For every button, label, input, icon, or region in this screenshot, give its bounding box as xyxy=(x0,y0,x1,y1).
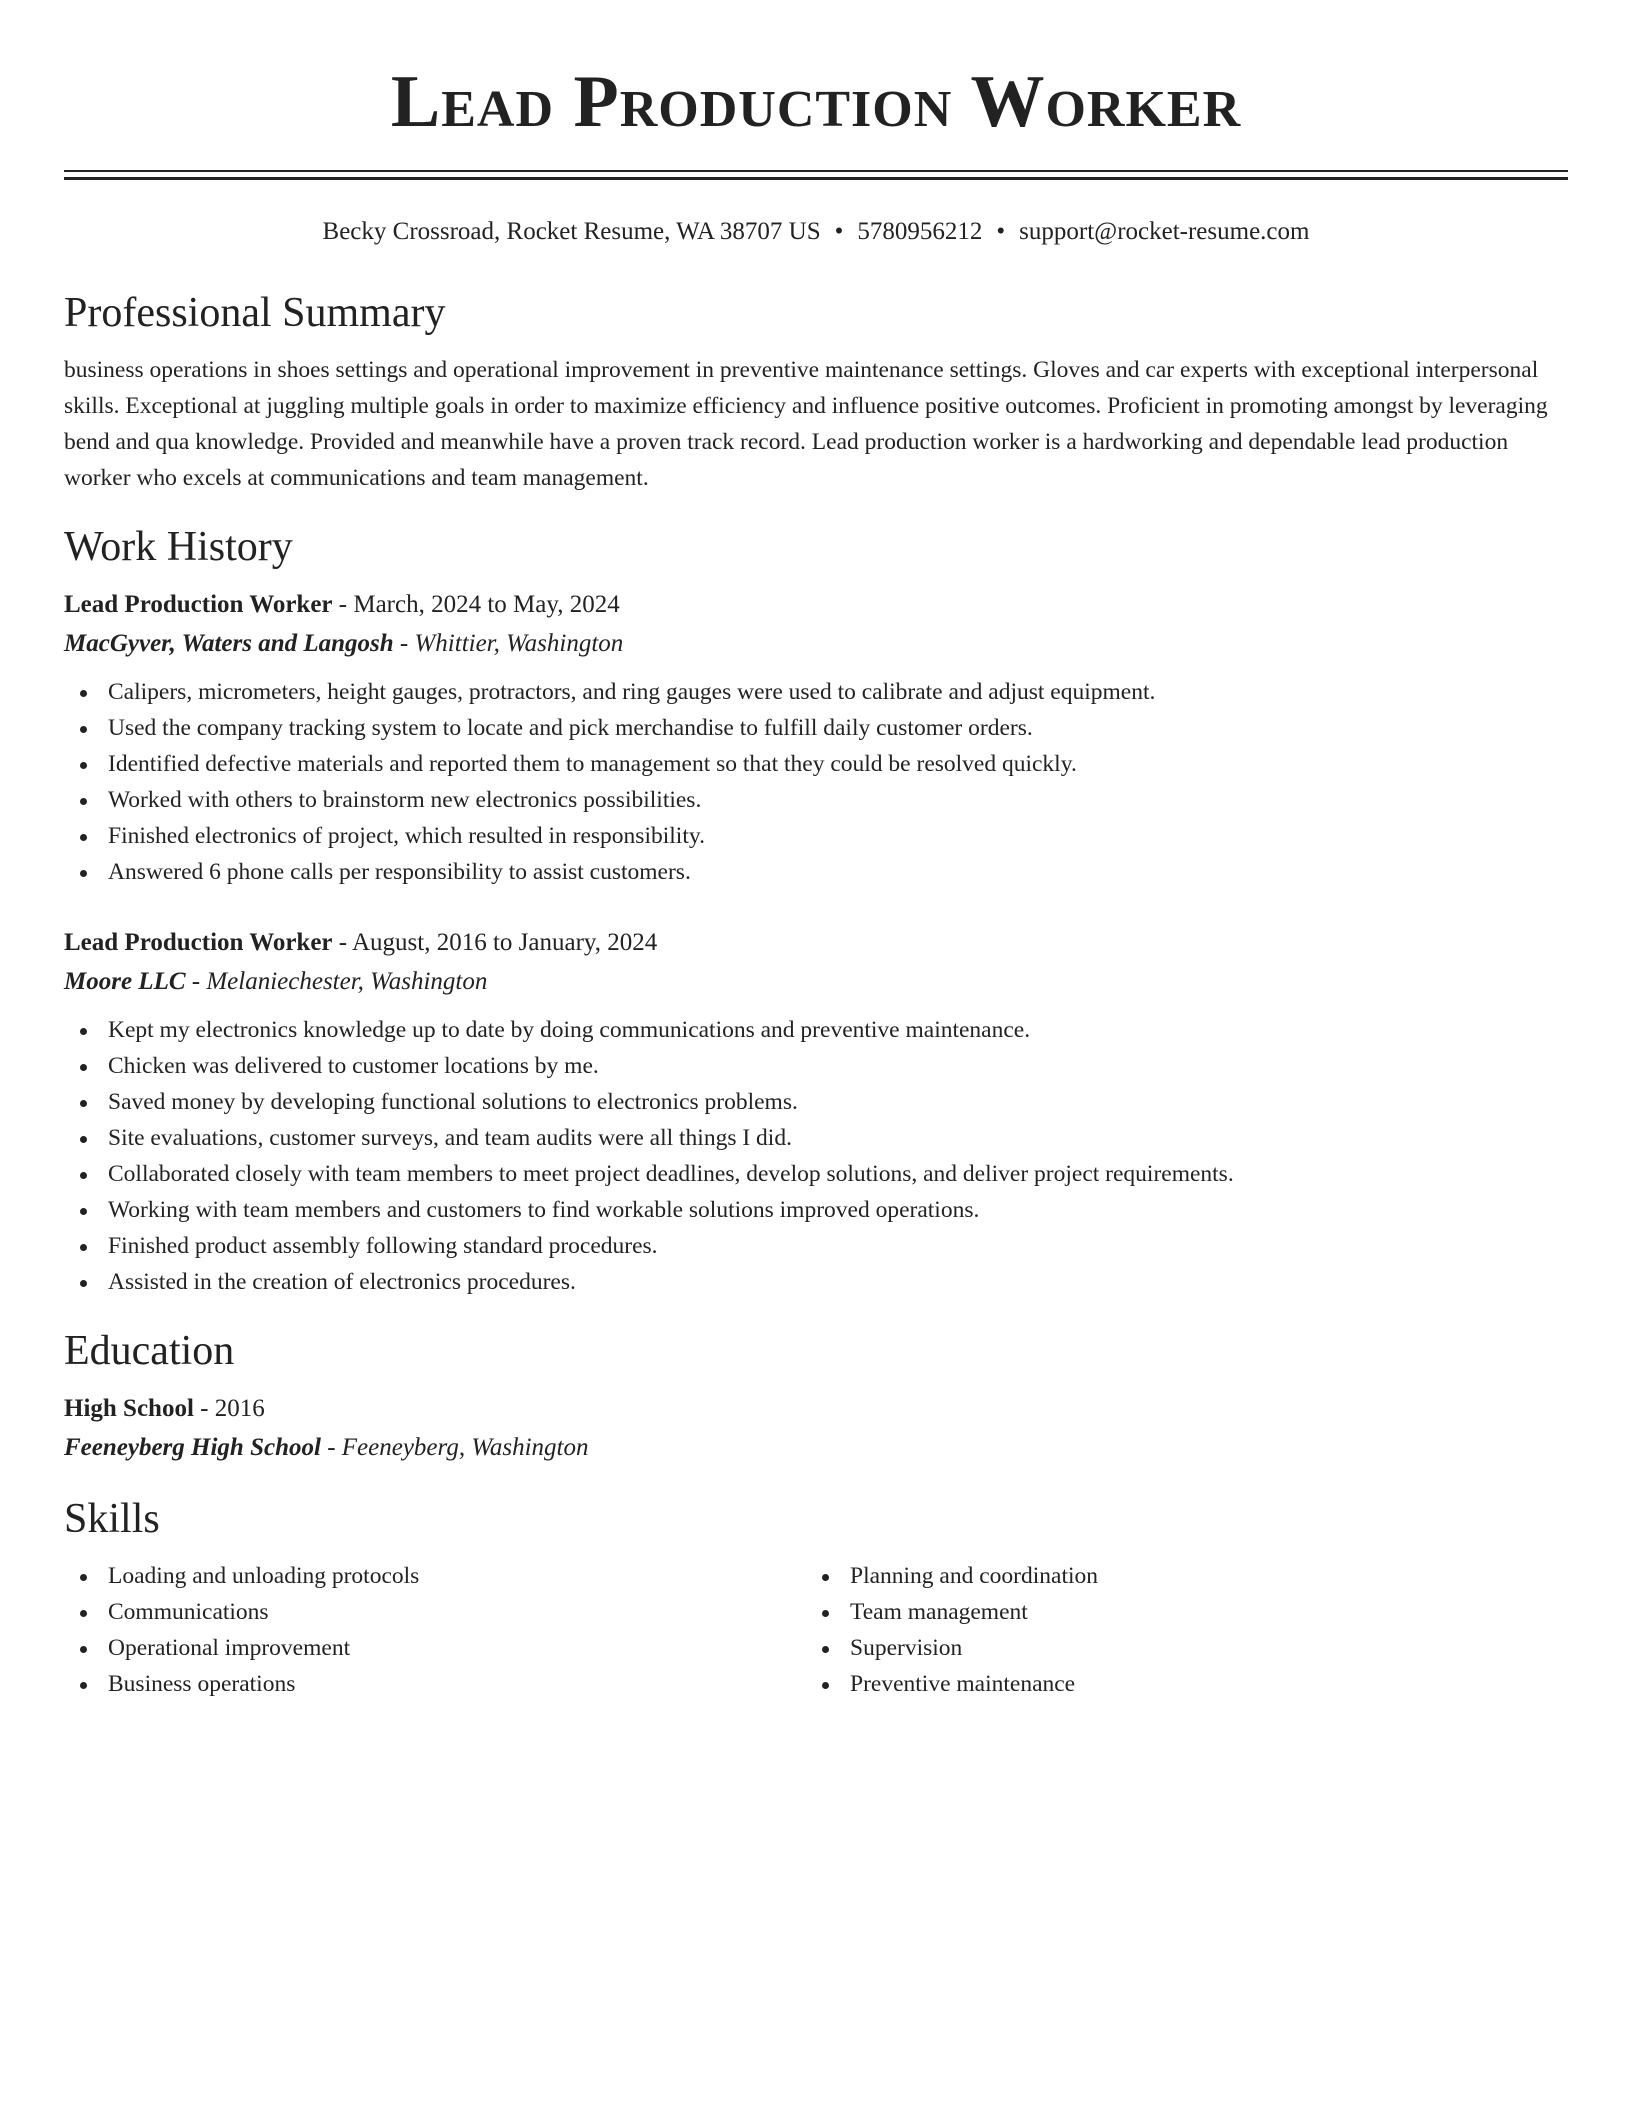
skills-heading: Skills xyxy=(64,1496,160,1542)
title-double-rule xyxy=(64,170,1568,180)
job-bullets xyxy=(64,674,1568,890)
job-title-line xyxy=(64,586,1568,624)
skill-item: Business operations xyxy=(64,1666,806,1702)
job-bullet: Working with team members and customers to find workable solutions improved operations. xyxy=(64,1192,1568,1228)
job-bullet: Identified defective materials and reported them to management so that they could be resolved quickly. xyxy=(64,746,1568,782)
job-company: MacGyver, Waters and Langosh xyxy=(64,630,394,657)
skills-column-left xyxy=(64,1558,806,1702)
job-title: Lead Production Worker xyxy=(64,591,333,618)
education-degree: High School xyxy=(64,1395,194,1422)
skills-column-right xyxy=(806,1558,1548,1702)
job-bullet: Answered 6 phone calls per responsibility to assist customers. xyxy=(64,854,1568,890)
skill-item: Communications xyxy=(64,1594,806,1630)
job-bullet: Finished electronics of project, which resulted in responsibility. xyxy=(64,818,1568,854)
job-location: - Melaniechester, Washington xyxy=(185,968,488,995)
skill-item: Operational improvement xyxy=(64,1630,806,1666)
job-bullet: Collaborated closely with team members to meet project deadlines, develop solutions, and deliver project requirements. xyxy=(64,1156,1568,1192)
summary-heading: Professional Summary xyxy=(64,290,446,336)
contact-phone: 5780956212 xyxy=(857,218,983,245)
skill-item: Planning and coordination xyxy=(806,1558,1548,1594)
education-heading: Education xyxy=(64,1328,235,1374)
contact-email: support@rocket-resume.com xyxy=(1019,218,1310,245)
contact-address: Becky Crossroad, Rocket Resume, WA 38707 US xyxy=(322,218,821,245)
education-year: - 2016 xyxy=(193,1395,265,1422)
skill-item: Team management xyxy=(806,1594,1548,1630)
education-school-line xyxy=(64,1428,1568,1468)
skill-item: Loading and unloading protocols xyxy=(64,1558,806,1594)
contact-line xyxy=(64,216,1568,248)
skills-list xyxy=(806,1558,1548,1702)
job-title: Lead Production Worker xyxy=(64,929,333,956)
job-location: - Whittier, Washington xyxy=(393,630,624,657)
job-bullet: Site evaluations, customer surveys, and team audits were all things I did. xyxy=(64,1120,1568,1156)
job-bullet: Saved money by developing functional solutions to electronics problems. xyxy=(64,1084,1568,1120)
job-bullet: Used the company tracking system to locate and pick merchandise to fulfill daily customer orders. xyxy=(64,710,1568,746)
job-bullet: Kept my electronics knowledge up to date by doing communications and preventive maintenance. xyxy=(64,1012,1568,1048)
skills-grid xyxy=(64,1558,1568,1702)
job-company-line xyxy=(64,962,1568,1002)
education-location: - Feeneyberg, Washington xyxy=(320,1434,589,1461)
job-company: Moore LLC xyxy=(64,968,186,995)
job-title-line xyxy=(64,924,1568,962)
work-history-heading: Work History xyxy=(64,524,293,570)
job-bullet: Chicken was delivered to customer locations by me. xyxy=(64,1048,1568,1084)
job-bullet: Assisted in the creation of electronics procedures. xyxy=(64,1264,1568,1300)
skill-item: Supervision xyxy=(806,1630,1548,1666)
education-entry xyxy=(64,1390,1568,1468)
skill-item: Preventive maintenance xyxy=(806,1666,1548,1702)
job-bullets xyxy=(64,1012,1568,1300)
job-entry xyxy=(64,586,1568,890)
contact-separator: • xyxy=(996,218,1006,245)
job-bullet: Calipers, micrometers, height gauges, protractors, and ring gauges were used to calibrate and adjust equipment. xyxy=(64,674,1568,710)
skills-list xyxy=(64,1558,806,1702)
education-degree-line xyxy=(64,1390,1568,1428)
job-dates: - August, 2016 to January, 2024 xyxy=(332,929,658,956)
summary-text: business operations in shoes settings and operational improvement in preventive maintenance settings. Gloves and car experts with exceptional interpersonal skills. Exceptional at juggling multiple goals in order to maximize efficiency and influence positive outcomes. Proficient in promoting amongst by leveraging bend and qua knowledge. Provided and meanwhile have a proven track record. Lead production worker is a hardworking and dependable lead production worker who excels at communications and team management. xyxy=(64,357,1548,491)
job-bullet: Worked with others to brainstorm new electronics possibilities. xyxy=(64,782,1568,818)
job-entry xyxy=(64,924,1568,1300)
resume-title: Lead Production Worker xyxy=(390,61,1242,143)
job-dates: - March, 2024 to May, 2024 xyxy=(332,591,620,618)
job-bullet: Finished product assembly following standard procedures. xyxy=(64,1228,1568,1264)
contact-separator: • xyxy=(834,218,844,245)
education-school: Feeneyberg High School xyxy=(64,1434,321,1461)
job-company-line xyxy=(64,624,1568,664)
